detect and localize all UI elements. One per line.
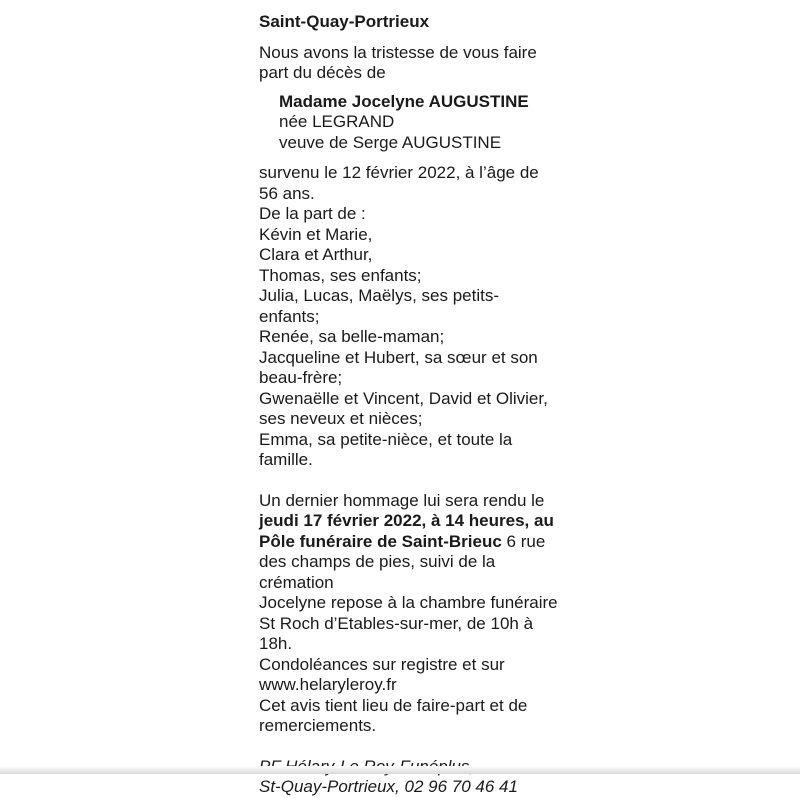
bottom-edge-shadow xyxy=(0,766,800,774)
ceremony-info xyxy=(259,491,559,737)
death-line: survenu le 12 février 2022, à l’âge de xyxy=(259,163,539,182)
widow-of: veuve de Serge AUGUSTINE xyxy=(279,132,502,152)
family-line: Emma, sa petite-nièce, et toute la xyxy=(259,429,513,449)
ceremony-line: 18h. xyxy=(259,634,293,653)
spacer xyxy=(259,737,559,757)
death-info xyxy=(259,163,559,204)
family-line: famille. xyxy=(259,450,313,469)
funeral-home-signature xyxy=(259,757,559,798)
ceremony-line: Condoléances sur registre et sur xyxy=(259,654,505,674)
deceased-block xyxy=(279,92,559,154)
signature-line: St-Quay-Portrieux, 02 96 70 46 41 xyxy=(259,777,518,796)
intro-text xyxy=(259,43,559,84)
ceremony-line: crémation xyxy=(259,572,334,592)
ceremony-address-start: 6 rue xyxy=(501,531,546,551)
maiden-name: née LEGRAND xyxy=(279,112,395,131)
ceremony-line: Jocelyne repose à la chambre funéraire xyxy=(259,593,558,612)
family-line: Julia, Lucas, Maëlys, ses petits-enfants; xyxy=(259,286,499,326)
family-list xyxy=(259,204,559,471)
spacer xyxy=(259,471,559,491)
intro-line: part du décès de xyxy=(259,63,386,82)
family-line: Gwenaëlle et Vincent, David et Olivier, xyxy=(259,388,548,408)
website-text: www.helaryleroy.fr xyxy=(259,675,397,694)
family-line: Thomas, ses enfants; xyxy=(259,265,422,285)
ceremony-date xyxy=(259,511,559,532)
ceremony-line: Cet avis tient lieu de faire-part et de xyxy=(259,695,528,715)
family-line: De la part de : xyxy=(259,204,366,223)
ceremony-line: des champs de pies, suivi de la xyxy=(259,552,496,571)
obituary-notice xyxy=(259,12,559,798)
intro-line: Nous avons la tristesse de vous faire xyxy=(259,42,537,62)
family-line: Renée, sa belle-maman; xyxy=(259,327,445,346)
ceremony-date-text: jeudi 17 février 2022, à 14 heures, au xyxy=(259,511,554,530)
family-line: beau-frère; xyxy=(259,368,343,387)
family-line: Jacqueline et Hubert, sa sœur et son xyxy=(259,347,538,367)
family-line: Kévin et Marie, xyxy=(259,224,373,244)
family-line: ses neveux et nièces; xyxy=(259,409,423,428)
family-line: Clara et Arthur, xyxy=(259,245,373,264)
deceased-name: Madame Jocelyne AUGUSTINE xyxy=(279,91,529,111)
ceremony-line: Un dernier hommage lui sera rendu le xyxy=(259,490,545,510)
death-line: 56 ans. xyxy=(259,183,315,203)
ceremony-line: St Roch d’Etables-sur-mer, de 10h à xyxy=(259,613,534,633)
ceremony-place-name: Pôle funéraire de Saint-Brieuc xyxy=(259,531,502,551)
ceremony-place xyxy=(259,532,559,553)
town-heading: Saint-Quay-Portrieux xyxy=(259,12,430,31)
ceremony-line: remerciements. xyxy=(259,716,377,735)
